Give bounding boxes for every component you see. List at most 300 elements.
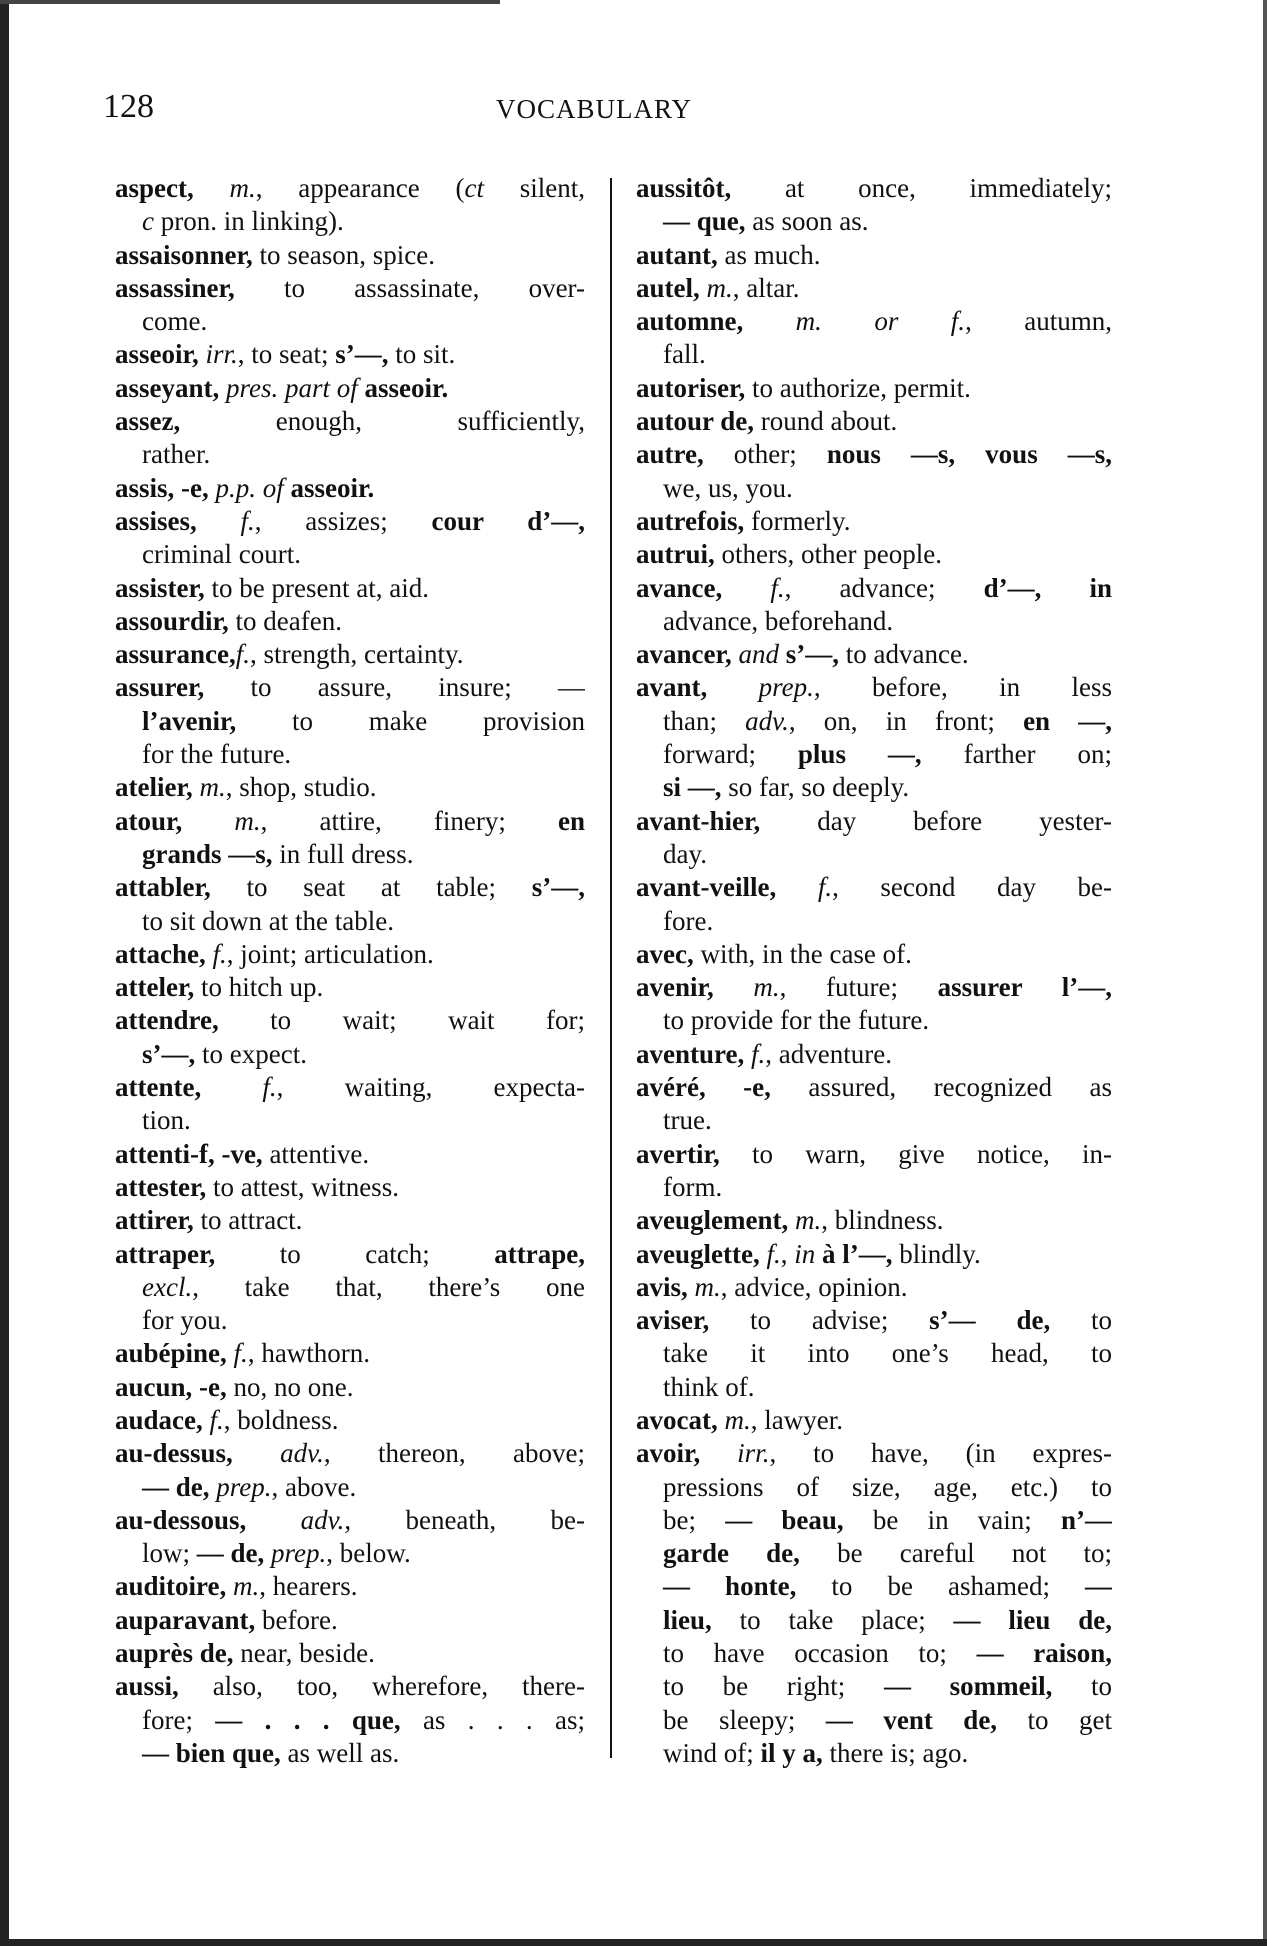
headword-text: aucun, -e,	[115, 1371, 227, 1402]
entry-continuation-line	[636, 1537, 1112, 1570]
definition-text: to assassinate, over-	[234, 272, 585, 303]
definition-text: be in vain;	[843, 1504, 1061, 1535]
definition-text: fore;	[142, 1704, 216, 1735]
grammar-note-text: ct	[464, 173, 484, 203]
entry-continuation-line	[636, 1737, 1112, 1770]
entry-line	[115, 638, 585, 671]
headword-text: — raison,	[976, 1638, 1112, 1669]
vocabulary-entry	[636, 638, 1112, 671]
grammar-note-text: m.	[713, 972, 780, 1003]
entry-line	[636, 805, 1112, 838]
headword-text: aubépine,	[115, 1338, 227, 1369]
entry-line	[636, 871, 1112, 904]
headword-text: —	[1085, 1571, 1112, 1602]
grammar-note-text: excl.	[142, 1271, 193, 1302]
definition-text: , autumn,	[965, 306, 1112, 337]
headword-text: attester,	[115, 1171, 207, 1202]
vocabulary-entry	[115, 605, 585, 638]
definition-text: be careful not to;	[799, 1538, 1112, 1569]
headword-text: autoriser,	[636, 372, 746, 403]
entry-continuation-line	[636, 1171, 1112, 1204]
grammar-note-text: f.	[235, 639, 251, 670]
headword-text: assises,	[115, 505, 197, 536]
vocabulary-entry	[115, 472, 585, 505]
headword-text: — beau,	[725, 1504, 844, 1535]
vocabulary-entry	[636, 1238, 1112, 1271]
definition-text: come.	[142, 306, 208, 337]
vocabulary-entry	[115, 1637, 585, 1670]
headword-text: s’—,	[531, 872, 585, 903]
headword-text: plus —,	[797, 739, 922, 770]
headword-text: avant-veille,	[636, 872, 777, 903]
definition-text: to	[1050, 1305, 1112, 1336]
grammar-note-text: p.p. of	[208, 472, 291, 503]
definition-text: to be present at, aid.	[204, 572, 429, 603]
definition-text: day before yester-	[760, 805, 1112, 836]
entry-continuation-line	[636, 1471, 1112, 1504]
vocabulary-entry	[636, 372, 1112, 405]
headword-text: autour de,	[636, 406, 755, 437]
entry-continuation-line	[115, 705, 585, 738]
definition-text: to be ashamed;	[796, 1571, 1086, 1602]
headword-text: assister,	[115, 572, 205, 603]
vocabulary-entry	[636, 1304, 1112, 1404]
headword-text: autant,	[636, 239, 718, 270]
vocabulary-entry	[115, 1337, 585, 1370]
headword-text: s’—,	[785, 639, 839, 670]
definition-text: farther on;	[921, 739, 1112, 770]
entry-line	[636, 671, 1112, 704]
vocabulary-entry	[636, 938, 1112, 971]
definition-text: as well as.	[280, 1737, 400, 1768]
definition-text: to hitch up.	[194, 972, 324, 1003]
entry-continuation-line	[636, 771, 1112, 804]
definition-text: to be right;	[663, 1671, 884, 1702]
grammar-note-text: in	[794, 1238, 822, 1269]
entry-line	[636, 505, 1112, 538]
definition-text: , beneath, be-	[344, 1504, 585, 1535]
headword-text: au-dessous,	[115, 1504, 247, 1535]
headword-text: attrape,	[494, 1238, 585, 1269]
vocabulary-entry	[636, 671, 1112, 804]
entry-continuation-line	[115, 305, 585, 338]
entry-line	[115, 1604, 585, 1637]
definition-text: , advance;	[784, 572, 984, 603]
headword-text: auprès de,	[115, 1638, 234, 1669]
definition-text: , waiting, expecta-	[276, 1072, 585, 1103]
entry-line	[636, 405, 1112, 438]
headword-text: assurer l’—,	[937, 972, 1112, 1003]
definition-text: in full dress.	[272, 838, 414, 869]
entry-continuation-line	[115, 1304, 585, 1337]
entry-line	[636, 1138, 1112, 1171]
entry-line	[115, 405, 585, 438]
right-column	[636, 172, 1112, 1770]
headword-text: — vent de,	[825, 1704, 998, 1735]
headword-text: cour d’—,	[431, 505, 585, 536]
definition-text: so far, so deeply.	[721, 772, 910, 803]
entry-line	[636, 538, 1112, 571]
scan-edge-left	[0, 0, 9, 1946]
headword-text: audace,	[115, 1404, 203, 1435]
vocabulary-entry	[115, 871, 585, 938]
vocabulary-entry	[636, 505, 1112, 538]
entry-line	[115, 1171, 585, 1204]
entry-line	[636, 1204, 1112, 1237]
grammar-note-text: f.	[201, 1072, 277, 1103]
entry-continuation-line	[115, 1737, 585, 1770]
definition-text: no, no one.	[226, 1371, 354, 1402]
definition-text: , to have, (in expres-	[769, 1438, 1112, 1469]
entry-continuation-line	[636, 205, 1112, 238]
entry-line	[115, 372, 585, 405]
entry-line	[636, 1271, 1112, 1304]
entry-line	[115, 938, 585, 971]
entry-line	[636, 305, 1112, 338]
definition-text: , to seat;	[237, 339, 336, 370]
definition-text: , before, in less	[813, 672, 1112, 703]
definition-text: be;	[663, 1504, 726, 1535]
vocabulary-entry	[115, 1371, 585, 1404]
entry-line	[115, 1238, 585, 1271]
headword-text: avéré, -e,	[636, 1072, 771, 1103]
vocabulary-entry	[115, 272, 585, 339]
definition-text: to deafen.	[228, 605, 342, 636]
grammar-note-text: f.	[205, 938, 227, 969]
vocabulary-entry	[115, 239, 585, 272]
grammar-note-text: adv.	[232, 1438, 324, 1469]
headword-text: s’—,	[142, 1038, 196, 1069]
grammar-note-text: f.	[722, 572, 785, 603]
headword-text: à l’—,	[821, 1238, 893, 1269]
definition-text: to wait; wait for;	[218, 1005, 585, 1036]
definition-text: to attest, witness.	[206, 1171, 399, 1202]
grammar-note-text: and	[731, 639, 786, 670]
definition-text: , advice, opinion.	[720, 1271, 908, 1302]
vocabulary-entry	[115, 1004, 585, 1071]
entry-line	[115, 771, 585, 804]
vocabulary-entry	[115, 1404, 585, 1437]
entry-line	[636, 1404, 1112, 1437]
headword-text: — de,	[196, 1538, 265, 1569]
headword-text: — sommeil,	[883, 1671, 1053, 1702]
entry-line	[636, 638, 1112, 671]
definition-text: , lawyer.	[750, 1404, 843, 1435]
entry-continuation-line	[115, 838, 585, 871]
entry-continuation-line	[115, 538, 585, 571]
vocabulary-entry	[636, 438, 1112, 505]
headword-text: — que,	[663, 206, 746, 237]
headword-text: — honte,	[663, 1571, 797, 1602]
entry-continuation-line	[636, 605, 1112, 638]
vocabulary-entry	[115, 505, 585, 572]
grammar-note-text: m.	[192, 772, 226, 803]
definition-text: , thereon, above;	[323, 1438, 585, 1469]
definition-text: , adventure.	[765, 1038, 892, 1069]
grammar-note-text: prep.	[209, 1471, 272, 1502]
grammar-note-text: f.	[202, 1404, 224, 1435]
vocabulary-entry	[636, 239, 1112, 272]
vocabulary-entry	[115, 1504, 585, 1571]
left-column	[115, 172, 585, 1770]
vocabulary-entry	[636, 572, 1112, 639]
definition-text: blindly.	[892, 1238, 981, 1269]
headword-text: en	[558, 805, 585, 836]
vocabulary-entry	[115, 1670, 585, 1770]
entry-line	[636, 172, 1112, 205]
entry-line	[636, 239, 1112, 272]
definition-text: at once, immediately;	[731, 173, 1112, 203]
definition-text: form.	[663, 1171, 723, 1202]
definition-text: to season, spice.	[252, 239, 436, 270]
definition-text: to expect.	[195, 1038, 307, 1069]
entry-continuation-line	[115, 1271, 585, 1304]
definition-text: to attract.	[193, 1205, 303, 1236]
scan-edge-top	[0, 0, 500, 4]
headword-text: — bien que,	[142, 1737, 281, 1768]
entry-continuation-line	[636, 1604, 1112, 1637]
vocabulary-entry	[115, 805, 585, 872]
headword-text: aventure,	[636, 1038, 745, 1069]
headword-text: attendre,	[115, 1005, 219, 1036]
vocabulary-entry	[115, 671, 585, 771]
vocabulary-entry	[636, 1138, 1112, 1205]
headword-text: aussi,	[115, 1671, 179, 1702]
headword-text: asseoir.	[364, 372, 449, 403]
headword-text: auparavant,	[115, 1604, 256, 1635]
vocabulary-entry	[115, 405, 585, 472]
headword-text: avant,	[636, 672, 708, 703]
headword-text: en —,	[1023, 705, 1112, 736]
entry-line	[115, 505, 585, 538]
vocabulary-entry	[636, 971, 1112, 1038]
headword-text: avertir,	[636, 1138, 720, 1169]
grammar-note-text: adv.	[246, 1504, 345, 1535]
vocabulary-entry	[636, 1437, 1112, 1770]
definition-text: round about.	[754, 406, 898, 437]
headword-text: assourdir,	[115, 605, 229, 636]
definition-text: to advance.	[839, 639, 969, 670]
vocabulary-entry	[115, 1204, 585, 1237]
entry-continuation-line	[115, 738, 585, 771]
grammar-note-text: m.	[226, 1571, 260, 1602]
definition-text: enough, sufficiently,	[180, 406, 585, 437]
headword-text: avec,	[636, 938, 694, 969]
grammar-note-text: f.	[759, 1238, 781, 1269]
headword-text: asseyant,	[115, 372, 220, 403]
entry-continuation-line	[115, 1704, 585, 1737]
headword-text: aussitôt,	[636, 173, 732, 203]
definition-text: , shop, studio.	[225, 772, 377, 803]
entry-line	[115, 971, 585, 1004]
entry-continuation-line	[636, 1570, 1112, 1603]
entry-line	[115, 338, 585, 371]
entry-continuation-line	[115, 205, 585, 238]
grammar-note-text: m. or f.	[743, 306, 966, 337]
headword-text: assassiner,	[115, 272, 235, 303]
entry-line	[636, 1038, 1112, 1071]
definition-text: to catch;	[215, 1238, 495, 1269]
grammar-note-text: m.	[788, 1205, 822, 1236]
vocabulary-entry	[115, 1171, 585, 1204]
definition-text: , appearance (	[255, 173, 465, 203]
headword-text: grands —s,	[142, 838, 273, 869]
entry-continuation-line	[636, 738, 1112, 771]
vocabulary-entry	[636, 1271, 1112, 1304]
definition-text: to have occasion to;	[663, 1638, 977, 1669]
definition-text: to take place;	[711, 1604, 954, 1635]
headword-text: avance,	[636, 572, 723, 603]
definition-text: assured, recognized as	[770, 1072, 1112, 1103]
headword-text: autrefois,	[636, 505, 745, 536]
grammar-note-text: prep.	[264, 1538, 327, 1569]
entry-continuation-line	[115, 1471, 585, 1504]
grammar-note-text: f.	[226, 1338, 248, 1369]
definition-text: , take that, there’s one	[192, 1271, 585, 1302]
definition-text: think of.	[663, 1371, 755, 1402]
vocabulary-entry	[636, 538, 1112, 571]
headword-text: n’—	[1060, 1504, 1112, 1535]
column-divider	[610, 178, 612, 1758]
headword-text: assaisonner,	[115, 239, 253, 270]
definition-text: to authorize, permit.	[745, 372, 971, 403]
headword-text: — de,	[142, 1471, 210, 1502]
vocabulary-entry	[636, 305, 1112, 372]
entry-line	[115, 871, 585, 904]
definition-text: , attire, finery;	[260, 805, 558, 836]
vocabulary-entry	[115, 638, 585, 671]
definition-text: fall.	[663, 339, 706, 370]
headword-text: nous —s, vous —s,	[826, 439, 1112, 470]
vocabulary-entry	[636, 405, 1112, 438]
headword-text: atelier,	[115, 772, 193, 803]
definition-text: to make provision	[236, 705, 585, 736]
entry-continuation-line	[115, 1038, 585, 1071]
scan-edge-bottom	[0, 1939, 1267, 1946]
definition-text: , strength, certainty.	[250, 639, 464, 670]
entry-continuation-line	[636, 705, 1112, 738]
definition-text: formerly.	[744, 505, 851, 536]
entry-line	[115, 1138, 585, 1171]
entry-line	[636, 438, 1112, 471]
definition-text: true.	[663, 1105, 712, 1136]
definition-text: also, too, wherefore, there-	[178, 1671, 585, 1702]
definition-text: to sit down at the table.	[142, 905, 394, 936]
definition-text: be sleepy;	[663, 1704, 826, 1735]
running-head: VOCABULARY	[496, 94, 693, 124]
entry-line	[636, 1304, 1112, 1337]
definition-text: as . . . as;	[400, 1704, 585, 1735]
headword-text: atteler,	[115, 972, 195, 1003]
definition-text: fore.	[663, 905, 714, 936]
entry-continuation-line	[115, 905, 585, 938]
entry-line	[115, 1204, 585, 1237]
headword-text: avoir,	[636, 1438, 701, 1469]
vocabulary-entry	[636, 1038, 1112, 1071]
entry-line	[115, 1337, 585, 1370]
entry-line	[636, 1437, 1112, 1470]
entry-line	[115, 1004, 585, 1037]
definition-text: advance, beforehand.	[663, 605, 894, 636]
vocabulary-entry	[636, 871, 1112, 938]
entry-continuation-line	[115, 1537, 585, 1570]
headword-text: aspect,	[115, 173, 194, 203]
entry-continuation-line	[636, 338, 1112, 371]
definition-text: , joint; articulation.	[226, 938, 434, 969]
entry-continuation-line	[636, 1004, 1112, 1037]
headword-text: attirer,	[115, 1205, 194, 1236]
vocabulary-entry	[115, 971, 585, 1004]
entry-line	[636, 272, 1112, 305]
definition-text: silent,	[483, 173, 585, 203]
entry-line	[115, 572, 585, 605]
grammar-note-text: m.	[193, 173, 256, 203]
definition-text: to warn, give notice, in-	[719, 1138, 1112, 1169]
headword-text: assez,	[115, 406, 181, 437]
definition-text: near, beside.	[233, 1638, 375, 1669]
headword-text: automne,	[636, 306, 744, 337]
definition-text: before.	[255, 1604, 338, 1635]
definition-text: , above.	[271, 1471, 357, 1502]
definition-text: to seat at table;	[210, 872, 532, 903]
entry-line	[115, 1404, 585, 1437]
definition-text: to provide for the future.	[663, 1005, 930, 1036]
grammar-note-text: f.	[196, 505, 255, 536]
definition-text: , future;	[779, 972, 938, 1003]
headword-text: autre,	[636, 439, 704, 470]
entry-line	[636, 572, 1112, 605]
vocabulary-entry	[115, 572, 585, 605]
headword-text: d’—, in	[983, 572, 1112, 603]
entry-continuation-line	[636, 1637, 1112, 1670]
headword-text: au-dessus,	[115, 1438, 233, 1469]
definition-text: , blindness.	[821, 1205, 944, 1236]
definition-text: forward;	[663, 739, 798, 770]
grammar-note-text: pres. part of	[219, 372, 365, 403]
vocabulary-entry	[636, 172, 1112, 239]
definition-text: , below.	[326, 1538, 411, 1569]
headword-text: autel,	[636, 272, 700, 303]
headword-text: avenir,	[636, 972, 714, 1003]
entry-line	[636, 1071, 1112, 1104]
vocabulary-entry	[636, 272, 1112, 305]
vocabulary-entry	[115, 372, 585, 405]
headword-text: avancer,	[636, 639, 732, 670]
definition-text: to	[1052, 1671, 1112, 1702]
headword-text: assis, -e,	[115, 472, 209, 503]
definition-text: there is; ago.	[822, 1737, 969, 1768]
definition-text: with, in the case of.	[693, 938, 912, 969]
headword-text: assurance,	[115, 639, 236, 670]
headword-text: s’— de,	[929, 1305, 1051, 1336]
headword-text: aviser,	[636, 1305, 710, 1336]
headword-text: attabler,	[115, 872, 211, 903]
entry-continuation-line	[636, 472, 1112, 505]
entry-continuation-line	[636, 1504, 1112, 1537]
headword-text: avant-hier,	[636, 805, 761, 836]
headword-text: attache,	[115, 938, 206, 969]
entry-line	[115, 239, 585, 272]
grammar-note-text: m.	[717, 1404, 751, 1435]
definition-text: pron. in linking).	[153, 206, 344, 237]
definition-text: criminal court.	[142, 539, 301, 570]
entry-continuation-line	[636, 1670, 1112, 1703]
headword-text: assurer,	[115, 672, 205, 703]
headword-text: — lieu de,	[953, 1604, 1112, 1635]
entry-line	[115, 1570, 585, 1603]
grammar-note-text: c	[142, 206, 154, 237]
vocabulary-entry	[115, 1604, 585, 1637]
